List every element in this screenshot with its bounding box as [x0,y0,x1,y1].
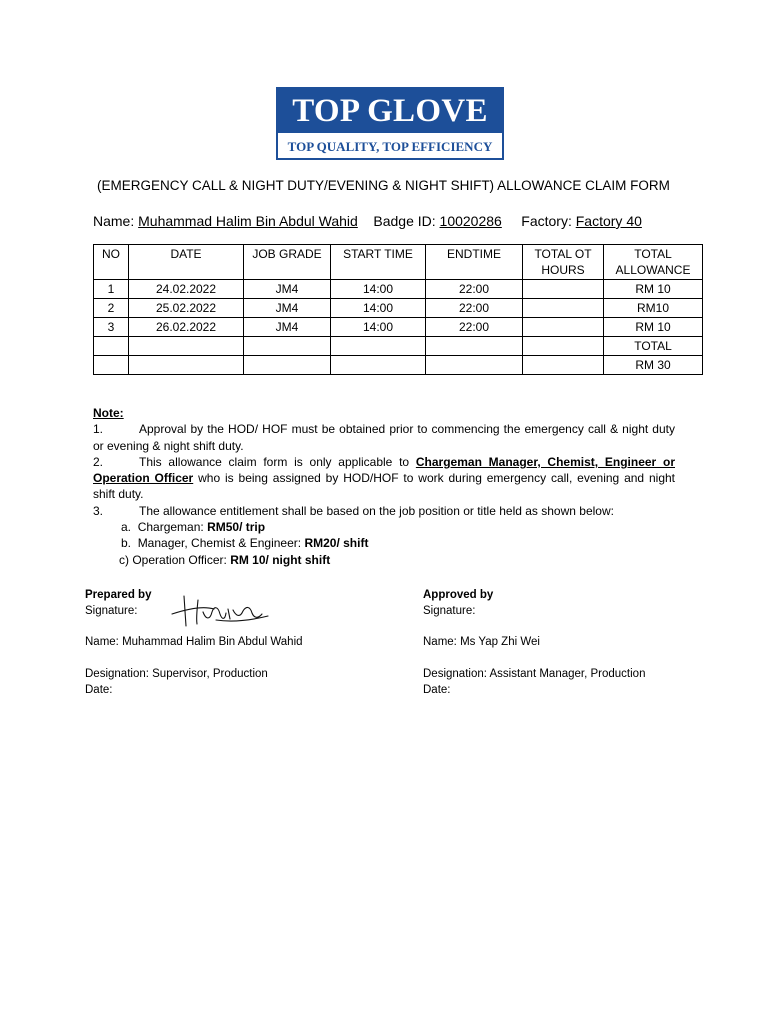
claims-table [93,244,703,375]
company-logo [276,87,504,160]
cell-end-time: 22:00 [426,280,523,299]
name-label: Name: [93,213,135,229]
cell-no: 3 [94,318,129,337]
logo-brand: TOP GLOVE [278,89,502,133]
note-2-text-post: who is being assigned by HOD/HOF to work during emergency call, evening and night shift duty. [93,471,675,502]
table-row [94,280,703,299]
header-total-allowance: TOTAL ALLOWANCE [604,245,703,280]
table-row [94,356,703,375]
cell-allowance: RM10 [604,299,703,318]
header-end-time: ENDTIME [426,245,523,280]
cell-total-label: TOTAL [604,337,703,356]
approved-name: Name: Ms Yap Zhi Wei [423,636,540,648]
cell-start-time [331,356,426,375]
notes-section [93,405,675,568]
prepared-signature-label: Signature: [85,605,138,617]
approved-by-block [423,587,645,698]
cell-job-grade [244,337,331,356]
approved-date-label: Date: [423,684,451,696]
cell-end-time [426,356,523,375]
approved-by-heading: Approved by [423,589,494,601]
cell-job-grade: JM4 [244,280,331,299]
note-2-roles: Chargeman Manager, Chemist, Engineer or Operation Officer [93,454,675,486]
cell-date: 25.02.2022 [129,299,244,318]
note-3b [93,535,675,551]
cell-date [129,356,244,375]
note-3c [93,552,675,568]
header-no: NO [94,245,129,280]
cell-end-time [426,337,523,356]
note-1-number: 1. [93,422,104,437]
cell-ot-hours [523,318,604,337]
note-1-text: Approval by the HOD/ HOF must be obtained prior to commencing the emergency call & night duty or evening & night shift duty. [93,422,675,453]
note-1 [93,421,675,454]
note-3a-rate: RM50/ trip [207,520,266,535]
cell-allowance: RM 10 [604,280,703,299]
note-2-text-pre: This allowance claim form is only applicable to [139,454,410,469]
badge-label: Badge ID: [373,213,436,229]
cell-no [94,356,129,375]
note-3-text: The allowance entitlement shall be based on the job position or title held as shown below: [139,503,614,518]
cell-total-value: RM 30 [604,356,703,375]
table-row [94,318,703,337]
factory-value: Factory 40 [575,213,642,229]
cell-job-grade [244,356,331,375]
notes-heading: Note: [93,406,124,420]
note-3c-rate: RM 10/ night shift [230,552,331,567]
approved-signature-label: Signature: [423,605,476,617]
cell-no: 1 [94,280,129,299]
cell-start-time [331,337,426,356]
cell-date: 26.02.2022 [129,318,244,337]
approved-designation: Designation: Assistant Manager, Production [423,668,646,680]
cell-date [129,337,244,356]
table-row [94,299,703,318]
note-3b-label: b. [121,536,132,551]
header-date: DATE [129,245,244,280]
cell-end-time: 22:00 [426,299,523,318]
note-3b-rate: RM20/ shift [304,536,369,551]
cell-ot-hours [523,299,604,318]
note-3c-role: Operation Officer: [132,552,227,567]
handwritten-signature [170,592,275,630]
note-3c-label: c) [119,552,129,567]
header-start-time: START TIME [331,245,426,280]
header-total-ot-hours: TOTAL OT HOURS [523,245,604,280]
cell-no: 2 [94,299,129,318]
note-2 [93,454,675,503]
table-header-row [94,245,703,280]
note-3a [93,519,675,535]
prepared-by-heading: Prepared by [85,589,152,601]
cell-ot-hours [523,356,604,375]
cell-start-time: 14:00 [331,299,426,318]
note-3 [93,503,675,519]
note-3b-role: Manager, Chemist & Engineer: [137,536,302,551]
factory-label: Factory: [521,213,572,229]
name-value: Muhammad Halim Bin Abdul Wahid [138,213,358,229]
note-3-number: 3. [93,503,104,518]
cell-job-grade: JM4 [244,318,331,337]
cell-allowance: RM 10 [604,318,703,337]
prepared-name: Name: Muhammad Halim Bin Abdul Wahid [85,636,303,648]
logo-tagline: TOP QUALITY, TOP EFFICIENCY [287,139,493,154]
note-2-number: 2. [93,454,104,469]
form-title: (EMERGENCY CALL & NIGHT DUTY/EVENING & NIGHT SHIFT) ALLOWANCE CLAIM FORM [97,178,670,193]
cell-no [94,337,129,356]
cell-job-grade: JM4 [244,299,331,318]
cell-start-time: 14:00 [331,280,426,299]
cell-date: 24.02.2022 [129,280,244,299]
cell-end-time: 22:00 [426,318,523,337]
claimant-info [93,213,642,229]
cell-ot-hours [523,280,604,299]
table-row [94,337,703,356]
prepared-date-label: Date: [85,684,113,696]
cell-start-time: 14:00 [331,318,426,337]
prepared-designation: Designation: Supervisor, Production [85,668,268,680]
header-job-grade: JOB GRADE [244,245,331,280]
cell-ot-hours [523,337,604,356]
note-3a-role: Chargeman: [137,520,204,535]
badge-value: 10020286 [439,213,502,229]
note-3a-label: a. [121,520,132,535]
